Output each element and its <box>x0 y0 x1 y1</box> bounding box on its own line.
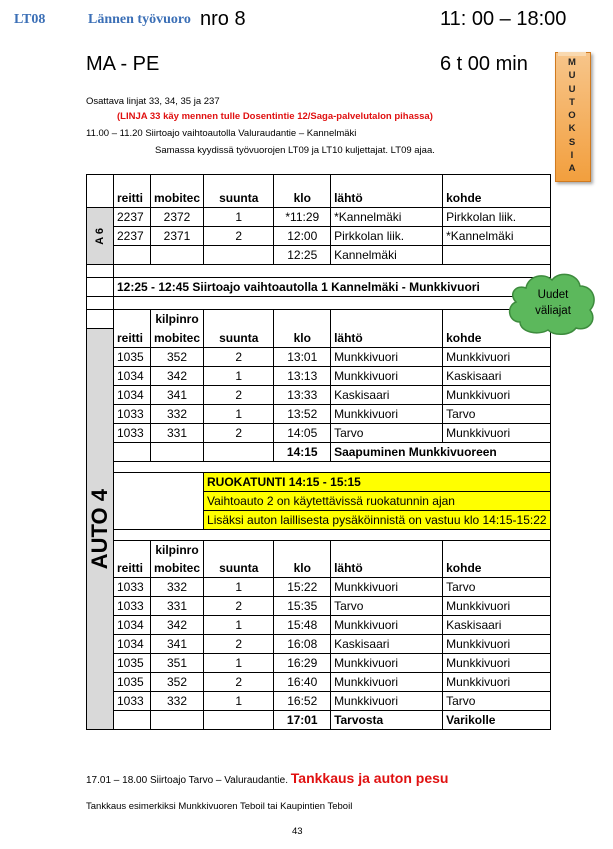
route-code: LT08 <box>14 12 46 27</box>
new-intervals-cloud <box>506 270 598 336</box>
transfer-row <box>87 278 551 297</box>
cell: 2 <box>204 385 274 404</box>
cell: Kaskisaari <box>331 385 443 404</box>
arrival-text: Saapuminen Munkkivuoreen <box>331 442 551 461</box>
cell: 12:25 <box>274 246 331 265</box>
cell: 342 <box>151 366 204 385</box>
table-row <box>87 385 551 404</box>
cell: 2 <box>204 347 274 366</box>
footer-highlight: Tankkaus ja auton pesu <box>290 770 449 786</box>
cell: Munkkivuori <box>331 347 443 366</box>
side-label-a6 <box>87 208 114 265</box>
table-row <box>87 347 551 366</box>
cell <box>114 710 151 729</box>
cell: Munkkivuori <box>331 653 443 672</box>
footer-transfer <box>86 770 448 786</box>
cell: 2 <box>204 227 274 246</box>
cell: 1033 <box>114 691 151 710</box>
cell: 13:13 <box>274 366 331 385</box>
shift-number: nro 8 <box>200 8 246 30</box>
cell: 2 <box>204 596 274 615</box>
table-header-row <box>87 175 551 190</box>
header-cell <box>114 175 151 190</box>
muutoksia-sign <box>555 52 589 180</box>
cell: 332 <box>151 691 204 710</box>
cell: 332 <box>151 404 204 423</box>
cell: Tarvo <box>331 423 443 442</box>
header-klo: klo <box>274 189 331 208</box>
cell: 341 <box>151 634 204 653</box>
cell: 1 <box>204 577 274 596</box>
cell: Kaskisaari <box>331 634 443 653</box>
cell: 1 <box>204 653 274 672</box>
side-label-auto4 <box>87 329 114 730</box>
side-label-a6-text: A 6 <box>94 227 106 245</box>
transfer-cell: 12:25 - 12:45 Siirtoajo vaihtoautolla 1 Kannelmäki - Munkkivuori <box>114 278 551 297</box>
sign-letter: S <box>568 136 576 148</box>
table-row <box>87 442 551 461</box>
cell <box>204 246 274 265</box>
end-to: Varikolle <box>443 710 550 729</box>
header-cell <box>204 175 274 190</box>
table-row <box>87 691 551 710</box>
header-cell <box>443 175 550 190</box>
lines-info: Osattava linjat 33, 34, 35 ja 237 <box>86 96 220 107</box>
cell: 1033 <box>114 577 151 596</box>
cell: 331 <box>151 596 204 615</box>
table-row <box>87 672 551 691</box>
side-cell <box>87 297 114 310</box>
cell: 331 <box>151 423 204 442</box>
cell: *Kannelmäki <box>331 208 443 227</box>
header-cell <box>331 310 443 329</box>
arrival-time: 14:15 <box>274 442 331 461</box>
cell: 332 <box>151 577 204 596</box>
spacer-row <box>87 529 551 540</box>
header-lahto: lähtö <box>331 329 443 348</box>
side-cell <box>87 310 114 329</box>
sign-letter: U <box>568 70 576 82</box>
cell: 2237 <box>114 227 151 246</box>
cell: 16:52 <box>274 691 331 710</box>
header-reitti: reitti <box>114 559 151 578</box>
header-lahto: lähtö <box>331 559 443 578</box>
cell: 2 <box>204 634 274 653</box>
cell: 2372 <box>151 208 204 227</box>
cell: Munkkivuori <box>443 653 550 672</box>
spacer-cell <box>114 297 551 310</box>
cell: 2 <box>204 672 274 691</box>
header-cell <box>114 310 151 329</box>
header-cell <box>204 310 274 329</box>
spacer-row <box>87 297 551 310</box>
cell <box>114 442 151 461</box>
cell: 1033 <box>114 404 151 423</box>
table-header-row <box>87 329 551 348</box>
cell: 15:48 <box>274 615 331 634</box>
cloud-line-2: väliajat <box>535 305 571 317</box>
spacer-cell <box>114 491 204 510</box>
cell: 14:05 <box>274 423 331 442</box>
cell: Munkkivuori <box>443 385 550 404</box>
header-mobitec: mobitec <box>151 329 204 348</box>
header-kohde: kohde <box>443 559 550 578</box>
spacer-cell <box>114 510 204 529</box>
header-mobitec: mobitec <box>151 559 204 578</box>
header-kohde: kohde <box>443 329 550 348</box>
cell: Munkkivuori <box>443 672 550 691</box>
shift-subtitle: Lännen työvuoro <box>88 12 191 27</box>
cell: Munkkivuori <box>443 423 550 442</box>
cell: 15:35 <box>274 596 331 615</box>
lunch-row <box>87 510 551 529</box>
cell: 16:40 <box>274 672 331 691</box>
cell: Munkkivuori <box>331 615 443 634</box>
header-reitti: reitti <box>114 329 151 348</box>
header-suunta: suunta <box>204 189 274 208</box>
cell: 15:22 <box>274 577 331 596</box>
header-cell <box>274 540 331 559</box>
cell: *Kannelmäki <box>443 227 550 246</box>
side-label-auto4-text: AUTO 4 <box>87 488 112 569</box>
cell: 2237 <box>114 208 151 227</box>
cell: Munkkivuori <box>331 691 443 710</box>
header-cell <box>204 540 274 559</box>
lunch-line-1: Vaihtoauto 2 on käytettävissä ruokatunnin ajan <box>204 491 551 510</box>
table-header-row <box>87 189 551 208</box>
cell: Tarvo <box>443 404 550 423</box>
cell: 2371 <box>151 227 204 246</box>
table-row <box>87 577 551 596</box>
cell: 1 <box>204 691 274 710</box>
cell: Tarvo <box>331 596 443 615</box>
cell: 1034 <box>114 385 151 404</box>
table-header-row <box>87 540 551 559</box>
table-row <box>87 653 551 672</box>
transfer-info: 11.00 – 11.20 Siirtoajo vaihtoautolla Valuraudantie – Kannelmäki <box>86 128 357 139</box>
cell: 16:08 <box>274 634 331 653</box>
cell: Munkkivuori <box>331 577 443 596</box>
side-cell <box>87 265 114 278</box>
cell: Munkkivuori <box>443 596 550 615</box>
cell: 351 <box>151 653 204 672</box>
header-klo: klo <box>274 329 331 348</box>
header-cell <box>114 540 151 559</box>
cell <box>151 710 204 729</box>
cell <box>443 246 550 265</box>
header-mobitec: mobitec <box>151 189 204 208</box>
cell <box>204 710 274 729</box>
cell: Pirkkolan liik. <box>331 227 443 246</box>
cell: 1035 <box>114 347 151 366</box>
spacer-cell <box>114 461 551 472</box>
table-row <box>87 208 551 227</box>
sign-letter: T <box>569 96 575 108</box>
cell: Munkkivuori <box>331 672 443 691</box>
cell: 1 <box>204 404 274 423</box>
header-cell <box>274 310 331 329</box>
lunch-line-2: Lisäksi auton laillisesta pysäköinnistä on vastuu klo 14:15-15:22 <box>204 510 551 529</box>
cell: *11:29 <box>274 208 331 227</box>
header-kohde: kohde <box>443 189 550 208</box>
footer-transfer-text: 17.01 – 18.00 Siirtoajo Tarvo – Valuraudantie. <box>86 775 288 786</box>
table-header-row <box>87 310 551 329</box>
header-klo: klo <box>274 559 331 578</box>
sign-letter: I <box>570 150 574 162</box>
cell: Munkkivuori <box>331 404 443 423</box>
cell <box>114 246 151 265</box>
cell: 13:52 <box>274 404 331 423</box>
cell: Kaskisaari <box>443 366 550 385</box>
spacer-row <box>87 265 551 278</box>
line-33-note: (LINJA 33 käy mennen tulle Dosentintie 12/Saga-palvelutalon pihassa) <box>117 111 433 122</box>
lunch-row <box>87 491 551 510</box>
header-suunta: suunta <box>204 329 274 348</box>
cloud-line-1: Uudet <box>537 289 569 301</box>
cell: Kaskisaari <box>443 615 550 634</box>
lunch-title: RUOKATUNTI 14:15 - 15:15 <box>204 472 551 491</box>
table-row <box>87 710 551 729</box>
cell: 1 <box>204 366 274 385</box>
header-cell <box>331 175 443 190</box>
spacer-row <box>87 461 551 472</box>
spacer-cell <box>114 472 204 491</box>
header-cell <box>331 540 443 559</box>
cell: 1034 <box>114 615 151 634</box>
cell: 13:01 <box>274 347 331 366</box>
cell: Munkkivuori <box>443 347 550 366</box>
footer-note: Tankkaus esimerkiksi Munkkivuoren Teboil tai Kaupintien Teboil <box>86 801 353 812</box>
cell: 2 <box>204 423 274 442</box>
cell: 341 <box>151 385 204 404</box>
header-suunta: suunta <box>204 559 274 578</box>
sign-letter: K <box>568 123 576 135</box>
table-row <box>87 634 551 653</box>
shared-ride-info: Samassa kyydissä työvuorojen LT09 ja LT10 kuljettajat. LT09 ajaa. <box>155 145 435 156</box>
cell: 352 <box>151 672 204 691</box>
cell: Kannelmäki <box>331 246 443 265</box>
cell: 352 <box>151 347 204 366</box>
side-cell <box>87 278 114 297</box>
sign-letter: U <box>568 83 576 95</box>
table-header-row <box>87 559 551 578</box>
cell: 1 <box>204 615 274 634</box>
page-number: 43 <box>292 826 303 837</box>
cell: Pirkkolan liik. <box>443 208 550 227</box>
side-cell <box>87 175 114 208</box>
cell: 1035 <box>114 672 151 691</box>
cell: 1033 <box>114 423 151 442</box>
spacer-cell <box>114 265 551 278</box>
sign-letter: M <box>568 57 576 68</box>
table-row <box>87 404 551 423</box>
spacer-cell <box>114 529 551 540</box>
sign-letter: O <box>568 110 576 122</box>
table-row <box>87 366 551 385</box>
header-cell <box>151 175 204 190</box>
cell <box>151 246 204 265</box>
cell: 1034 <box>114 366 151 385</box>
sign-letter: A <box>568 163 576 175</box>
shift-duration: 6 t 00 min <box>440 53 528 75</box>
table-row <box>87 423 551 442</box>
cell: Tarvo <box>443 577 550 596</box>
cell <box>151 442 204 461</box>
header-kilpinro: kilpinro <box>151 310 204 329</box>
schedule-table <box>86 174 551 730</box>
shift-days: MA - PE <box>86 53 160 75</box>
cell: 13:33 <box>274 385 331 404</box>
table-row <box>87 596 551 615</box>
cell: 1 <box>204 208 274 227</box>
end-time: 17:01 <box>274 710 331 729</box>
header-kilpinro: kilpinro <box>151 540 204 559</box>
cell: Munkkivuori <box>443 634 550 653</box>
cell: Munkkivuori <box>331 366 443 385</box>
cell: Tarvo <box>443 691 550 710</box>
lunch-row <box>87 472 551 491</box>
table-row <box>87 615 551 634</box>
table-row <box>87 246 551 265</box>
cell: 1033 <box>114 596 151 615</box>
cell: 12:00 <box>274 227 331 246</box>
header-lahto: lähtö <box>331 189 443 208</box>
header-cell <box>443 540 550 559</box>
table-row <box>87 227 551 246</box>
cell: 1034 <box>114 634 151 653</box>
cell: 1035 <box>114 653 151 672</box>
shift-time: 11: 00 – 18:00 <box>440 8 567 30</box>
cell: 342 <box>151 615 204 634</box>
cell <box>204 442 274 461</box>
cell: 16:29 <box>274 653 331 672</box>
header-reitti: reitti <box>114 189 151 208</box>
end-from: Tarvosta <box>331 710 443 729</box>
sign-letters <box>555 56 589 176</box>
header-cell <box>274 175 331 190</box>
